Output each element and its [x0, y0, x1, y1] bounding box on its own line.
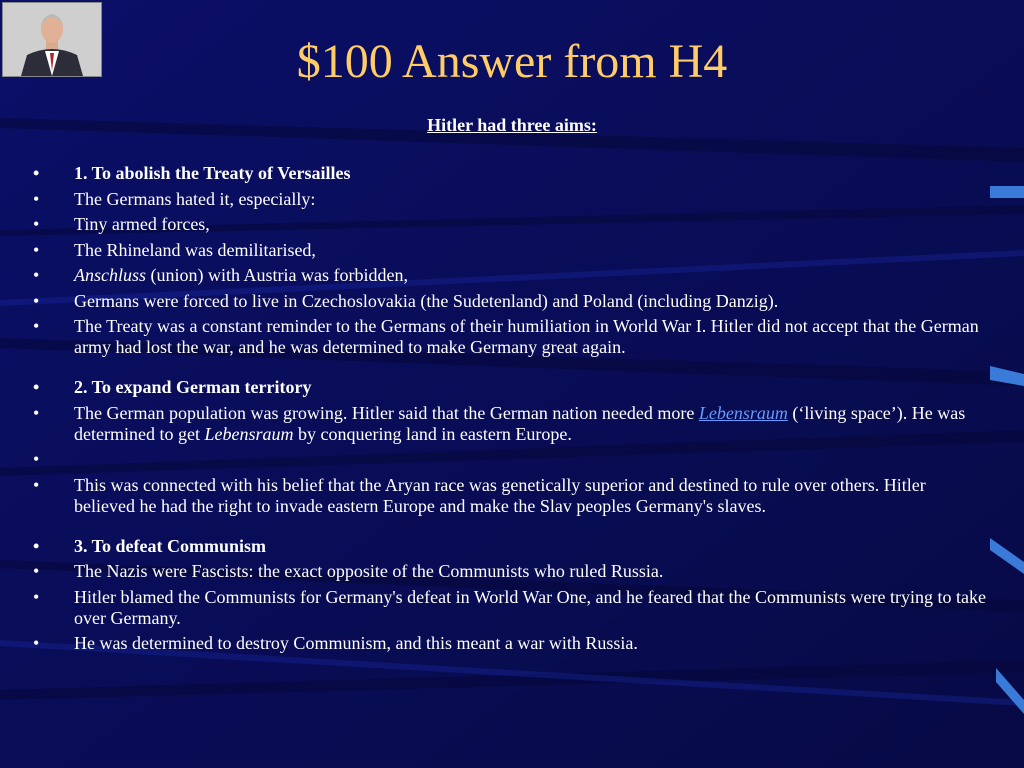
- aim-heading: • 3. To defeat Communism: [30, 536, 990, 557]
- aim-heading: • 1. To abolish the Treaty of Versailles: [30, 163, 990, 184]
- list-item: • Hitler blamed the Communists for Germany's defeat in World War One, and he feared that the Communists were trying to take over Germany.: [30, 587, 990, 629]
- aim-heading: • 2. To expand German territory: [30, 377, 990, 398]
- list-item: • The Germans hated it, especially:: [30, 189, 990, 210]
- slide-title: $100 Answer from H4: [296, 35, 728, 88]
- list-item: • Germans were forced to live in Czechoslovakia (the Sudetenland) and Poland (including Danzig).: [30, 291, 990, 312]
- anschluss-term: Anschluss: [74, 265, 146, 285]
- slide-subtitle: Hitler had three aims:: [427, 115, 597, 135]
- lebensraum-link[interactable]: Lebensraum: [698, 402, 788, 423]
- list-item: • This was connected with his belief that the Aryan race was genetically superior and destined to rule over others. Hitler believed he had the right to invade eastern Europe and make the Slav peoples Germany's slaves.: [30, 475, 990, 517]
- list-item-text: (‘living space’). He was determined to get: [74, 402, 966, 444]
- list-item-text: by conquering land in eastern Europe.: [293, 423, 572, 444]
- aims-list: [30, 163, 990, 659]
- list-item: • He was determined to destroy Communism, and this meant a war with Russia.: [30, 633, 990, 654]
- list-item: [30, 403, 990, 445]
- list-item-text: (union) with Austria was forbidden,: [146, 265, 408, 285]
- lebensraum-term: Lebensraum: [204, 423, 294, 444]
- list-item-text: The German population was growing. Hitler said that the German nation needed more: [74, 402, 699, 423]
- list-item: • The Rhineland was demilitarised,: [30, 240, 990, 261]
- list-item: • The Nazis were Fascists: the exact opposite of the Communists who ruled Russia.: [30, 561, 990, 582]
- empty-list-item: [30, 449, 990, 470]
- list-item: • The Treaty was a constant reminder to the Germans of their humiliation in World War I. Hitler did not accept that the German army had lost the war, and he was determined to make Germany great again.: [30, 316, 990, 358]
- list-item: • Tiny armed forces,: [30, 214, 990, 235]
- list-item: [30, 265, 990, 286]
